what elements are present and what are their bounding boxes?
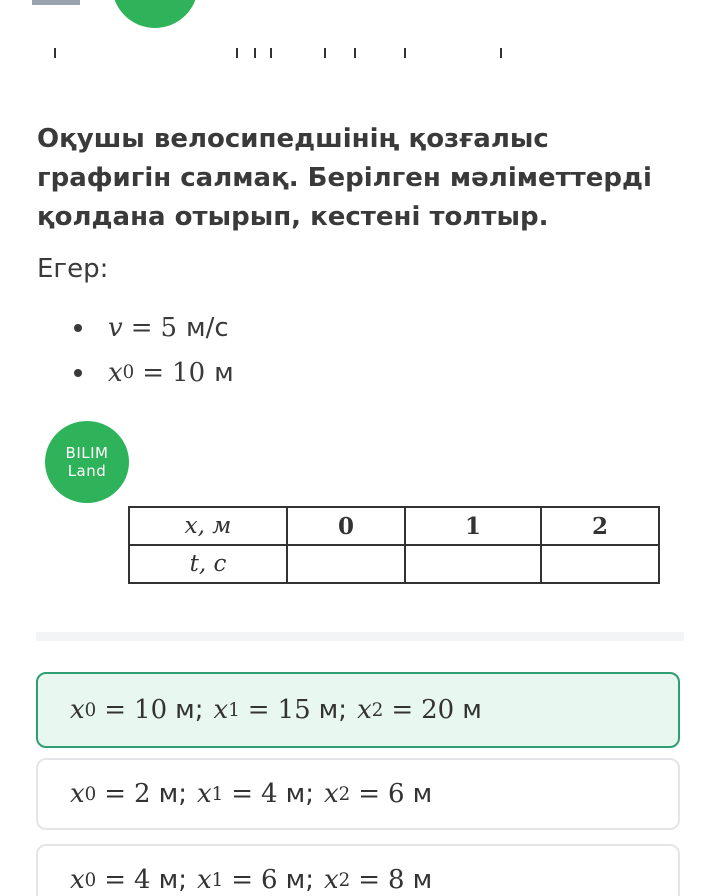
tick-mark xyxy=(500,48,502,58)
opt-unit: м xyxy=(462,695,482,725)
opt-unit: м xyxy=(412,779,433,809)
opt-eq: = xyxy=(231,779,254,809)
answer-option-3[interactable] xyxy=(36,844,680,896)
opt-sub: 0 xyxy=(84,869,97,891)
opt-unit: м xyxy=(285,865,306,895)
tick-mark xyxy=(354,48,356,58)
table-header-t: t, с xyxy=(129,545,287,583)
answer-option-1[interactable] xyxy=(36,672,680,748)
opt-sub: 2 xyxy=(371,699,384,721)
opt-sep: ; xyxy=(178,865,187,895)
opt-eq: = xyxy=(104,779,127,809)
tick-mark xyxy=(236,48,238,58)
opt-var: x xyxy=(70,865,85,895)
condition-eq: = xyxy=(142,357,165,388)
opt-value: 2 xyxy=(134,779,151,809)
table-row-x xyxy=(129,507,659,545)
condition-initial-position xyxy=(74,350,234,395)
table-cell: 2 xyxy=(541,507,659,545)
answer-option-2[interactable] xyxy=(36,758,680,830)
condition-sub: 0 xyxy=(122,362,135,383)
conditions-label: Егер: xyxy=(37,254,109,284)
opt-sub: 0 xyxy=(84,699,97,721)
condition-var: v xyxy=(108,312,123,343)
top-circle-stub xyxy=(112,0,198,28)
bullet-icon xyxy=(74,324,82,332)
tick-mark xyxy=(270,48,272,58)
data-table xyxy=(128,506,660,584)
condition-var: x xyxy=(108,357,123,388)
opt-sep: ; xyxy=(305,865,314,895)
opt-sub: 2 xyxy=(338,783,351,805)
opt-sub: 0 xyxy=(84,783,97,805)
opt-sub: 1 xyxy=(228,699,240,721)
opt-var: x xyxy=(70,695,85,725)
opt-unit: м xyxy=(158,865,179,895)
opt-eq: = xyxy=(104,865,127,895)
opt-value: 4 xyxy=(134,865,151,895)
opt-eq: = xyxy=(391,695,414,725)
opt-value: 6 xyxy=(261,865,278,895)
tick-mark xyxy=(404,48,406,58)
tick-mark xyxy=(254,48,256,58)
condition-value: 5 xyxy=(160,312,178,343)
opt-value: 6 xyxy=(388,779,405,809)
opt-value: 10 xyxy=(134,695,168,725)
table-header-x: x, м xyxy=(129,507,287,545)
table-cell xyxy=(541,545,659,583)
opt-eq: = xyxy=(358,779,381,809)
opt-var: x xyxy=(196,779,212,809)
opt-sub: 2 xyxy=(338,869,351,891)
opt-value: 4 xyxy=(261,779,278,809)
table-cell xyxy=(405,545,541,583)
opt-var: x xyxy=(357,695,372,725)
opt-var: x xyxy=(196,865,212,895)
table-cell: 1 xyxy=(405,507,541,545)
opt-sep: ; xyxy=(305,779,314,809)
opt-sub: 1 xyxy=(211,783,224,805)
tick-row xyxy=(0,48,720,60)
opt-value: 15 xyxy=(277,695,311,725)
table-cell: 0 xyxy=(287,507,405,545)
opt-eq: = xyxy=(231,865,254,895)
opt-var: x xyxy=(70,779,85,809)
opt-unit: м xyxy=(285,779,306,809)
question-text: Оқушы велосипедшінің қозғалыс графигін салмақ. Берілген мәліметтерді қолдана отырып, кестені толтыр. xyxy=(37,124,652,232)
logo-line1: BILIM xyxy=(65,444,109,462)
opt-var: x xyxy=(213,695,229,725)
bilimland-logo xyxy=(45,421,129,503)
tick-mark xyxy=(324,48,326,58)
logo-line2: Land xyxy=(67,462,107,480)
table-row-t xyxy=(129,545,659,583)
opt-eq: = xyxy=(104,695,127,725)
opt-sep: ; xyxy=(194,695,204,725)
opt-unit: м xyxy=(175,695,195,725)
opt-sep: ; xyxy=(338,695,348,725)
bullet-icon xyxy=(74,369,82,377)
opt-value: 8 xyxy=(388,865,405,895)
opt-var: x xyxy=(323,779,339,809)
opt-eq: = xyxy=(247,695,270,725)
top-bar-stub xyxy=(32,0,80,5)
condition-velocity xyxy=(74,305,234,350)
opt-value: 20 xyxy=(421,695,455,725)
condition-value: 10 xyxy=(172,357,206,388)
condition-unit: м/с xyxy=(186,312,229,343)
conditions-list xyxy=(74,305,234,395)
opt-unit: м xyxy=(318,695,339,725)
condition-eq: = xyxy=(130,312,153,343)
opt-unit: м xyxy=(412,865,433,895)
opt-var: x xyxy=(323,865,339,895)
tick-mark xyxy=(54,48,56,58)
table-cell xyxy=(287,545,405,583)
opt-sep: ; xyxy=(178,779,187,809)
opt-unit: м xyxy=(158,779,179,809)
opt-sub: 1 xyxy=(211,869,224,891)
opt-eq: = xyxy=(358,865,381,895)
condition-unit: м xyxy=(214,357,234,388)
section-divider xyxy=(36,632,684,641)
